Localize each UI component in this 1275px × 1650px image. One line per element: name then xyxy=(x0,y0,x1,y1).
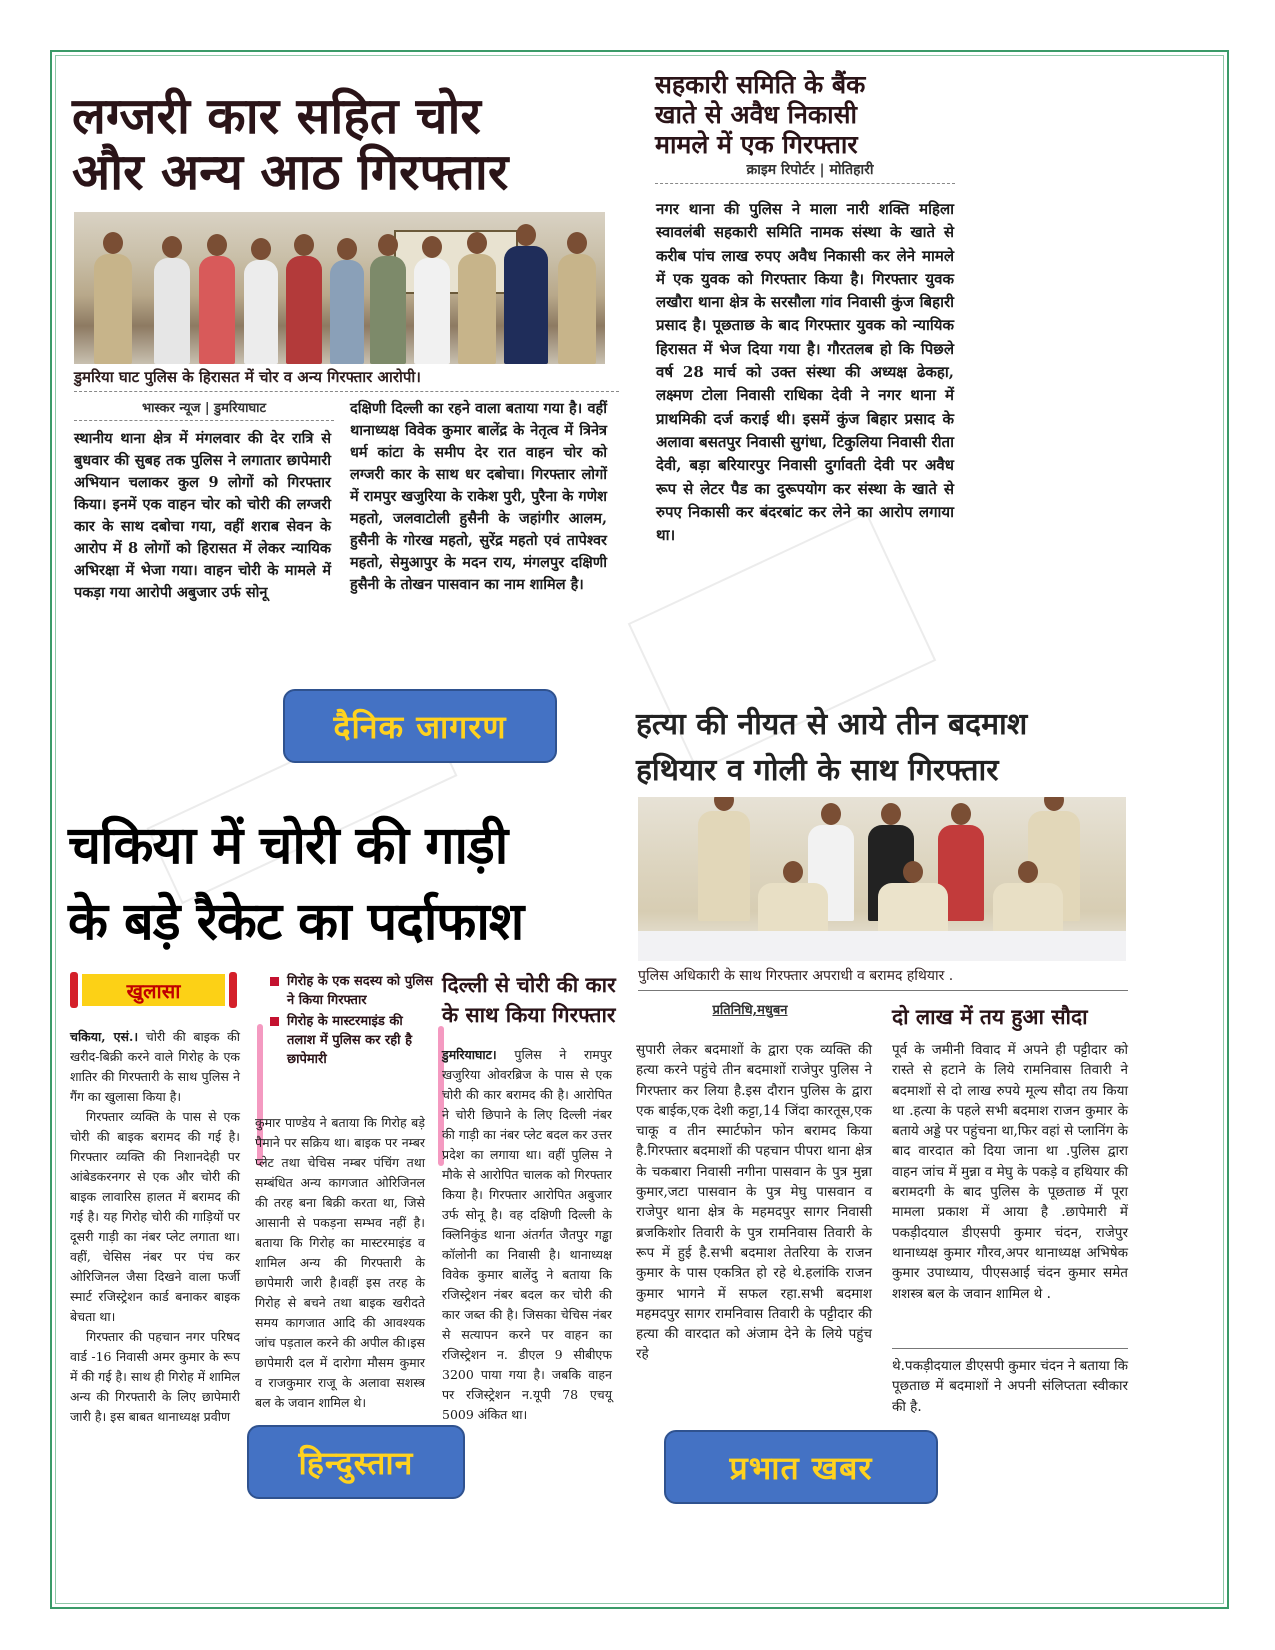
source-label-hindustan: हिन्दुस्तान xyxy=(247,1425,465,1499)
khulasa-tag xyxy=(70,972,237,1008)
source-label-dainik-jagran: दैनिक जागरण xyxy=(283,689,557,763)
headline-line: के बड़े रैकेट का पर्दाफाश xyxy=(68,892,524,952)
article-body-column: कुमार पाण्डेय ने बताया कि गिरोह बड़े पैमाने पर सक्रिय था। बाइक पर नम्बर प्लेट तथा चेचिस नम्बर पंचिंग तथा सम्बंधित अन्य कागजात ओरिजिनल की तरह बना बिक्री करता था, जिसे आसानी से पकड़ना सम्भव नहीं है। बताया कि गिरोह का मास्टरमाइंड व शामिल अन्य की गिरफ्तारी के छापेमारी जारी है।वहीं इस तरह के गिरोह से बचने तथा बाइक खरीदते समय कागजात आदि की आवश्यक जांच पड़ताल करने की अपील की।इस छापेमारी दल में दारोगा मौसम कुमार व राजकुमार राजू के अलावा सशस्त्र बल के जवान शामिल थे। xyxy=(255,1115,425,1410)
arrest-photo xyxy=(74,212,605,364)
article-body-column: थे.पकड़ीदयाल डीएसपी कुमार चंदन ने बताया कि पूछताछ में बदमाशों ने अपनी संलिप्तता स्वीकार की है. xyxy=(892,1358,1128,1415)
article-headline xyxy=(655,70,965,160)
article-headline xyxy=(636,702,1146,794)
photo-caption: डुमरिया घाट पुलिस के हिरासत में चोर व अन्य गिरफ्तार आरोपी। xyxy=(74,368,421,386)
headline-line: हत्या की नीयत से आये तीन बदमाश xyxy=(636,707,1028,742)
headline-line: खाते से अवैध निकासी xyxy=(655,100,857,129)
tag-label: खुलासा xyxy=(82,974,225,1006)
byline: क्राइम रिपोर्टर | मोतिहारी xyxy=(746,162,874,178)
article-headline xyxy=(72,88,632,200)
headline-line: सहकारी समिति के बैंक xyxy=(655,70,866,99)
tag-bar xyxy=(229,972,237,1008)
divider xyxy=(74,391,619,392)
police-photo xyxy=(638,797,1126,961)
dateline: डुमरियाघाट। xyxy=(442,1047,497,1062)
source-label-prabhat-khabar: प्रभात खबर xyxy=(664,1430,938,1504)
sub-headline: दिल्ली से चोरी की कार के साथ किया गिरफ्तार xyxy=(442,973,616,1027)
byline: भास्कर न्यूज | डुमरियाघाट xyxy=(141,401,267,416)
article-body-column: चकिया, एसं.। चोरी की बाइक की खरीद-बिक्री करने वाले गिरोह के एक शातिर की गिरफ्तारी के साथ पुलिस ने गैंग का खुलासा किया है। गिरफ्तार व्यक्ति के पास से एक चोरी की बाइक बरामद की गई है। गिरफ्तार व्यक्ति की निशानदेही पर आंबेडकरनगर से एक और चोरी की बाइक लावारिस हालत में बरामद की गई है। यह गिरोह चोरी की गाड़ियों पर दूसरी गाड़ी का नंबर प्लेट लगाता था। वहीं, चेसिस नंबर पर पंच कर ओरिजिनल जैसा दिखने वाला फर्जी स्मार्ट रजिस्ट्रेशन कार्ड बनाकर बाइक बेचता था। गिरफ्तार की पहचान नगर परिषद वार्ड -16 निवासी अमर कुमार के रूप में की गई है। साथ ही गिरोह में शामिल अन्य की गिरफ्तारी के लिए छापेमारी जारी है। इस बाबत थानाध्यक्ष प्रवीण xyxy=(70,1029,240,1424)
article-body-column: सुपारी लेकर बदमाशों के द्वारा एक व्यक्ति की हत्या करने पहुंचे तीन बदमाशों राजेपुर पुलिस ने गिरफ्तार कर लिया है.इस दौरान पुलिस के द्वारा एक बाईक,एक देशी कट्टा,14 जिंदा कारतूस,एक चाकू व तीन स्मार्टफोन फोन बरामद किया है.गिरफ्तार बदमाशों की पहचान पीपरा थाना क्षेत्र के चकबारा निवासी नगीना पासवान के पुत्र मुन्ना कुमार,जटा पासवान के पुत्र मेघु पासवान व राजेपुर थाना क्षेत्र के महमदपुर सागर निवासी ब्रजकिशोर तिवारी के पुत्र रामनिवास तिवारी के रूप में हुई है.सभी बदमाश तेतरिया के राजन कुमार के पास एकत्रित हो रहे थे.हलांकि राजन कुमार भागने में सफल रहा.सभी बदमाश महमदपुर सागर रामनिवास तिवारी के पट्टीदार की हत्या की वारदात को अंजाम देने के लिये पहुंच रहे xyxy=(636,1042,872,1363)
divider xyxy=(892,1348,1128,1349)
article-body-column: स्थानीय थाना क्षेत्र में मंगलवार की देर रात्रि से बुधवार की सुबह तक पुलिस ने लगातार छापेमारी अभियान चलाकर कुल 9 लोगों को गिरफ्तार किया। इनमें एक वाहन चोर को चोरी की लग्जरी कार के साथ दबोचा गया, वहीं शराब सेवन के आरोप में 8 लोगों को हिरासत में लेकर न्यायिक अभिरक्षा में भेजा गया। वाहन चोरी के मामले में पकड़ा गया आरोपी अबुजार उर्फ सोनू xyxy=(74,430,331,601)
dateline: चकिया, एसं.। xyxy=(70,1029,139,1044)
byline: प्रतिनिधि,मधुबन xyxy=(712,1003,788,1018)
highlight-item: गिरोह के मास्टरमाइंड की तलाश में पुलिस कर रही है छापेमारी xyxy=(270,1012,435,1069)
headline-line: हथियार व गोली के साथ गिरफ्तार xyxy=(636,753,999,788)
bullet-square-icon xyxy=(270,977,279,986)
divider xyxy=(638,990,1128,991)
divider xyxy=(655,183,955,184)
headline-line: और अन्य आठ गिरफ्तार xyxy=(72,143,509,201)
article-headline xyxy=(68,808,628,960)
highlights-list xyxy=(270,972,435,1071)
article-body-column: डुमरियाघाट। पुलिस ने रामपुर खजुरिया ओवरब्रिज के पास से एक चोरी की कार बरामद की है। आरोपित ने चोरी छिपाने के लिए दिल्ली नंबर की गाड़ी का नंबर प्लेट बदल कर उत्तर प्रदेश का लगाया था। वहीं पुलिस ने मौके से आरोपित चालक को गिरफ्तार किया है। गिरफ्तार आरोपित अबुजार उर्फ सोनू है। वह दक्षिणी दिल्ली के क्लिनिकुंड थाना अंतर्गत जैतपुर गड्ढा कॉलोनी का निवासी है। थानाध्यक्ष विवेक कुमार बालेंदु ने बताया कि रजिस्ट्रेशन नंबर बदल कर चोरी की कार जब्त की है। जिसका चेचिस नंबर से सत्यापन करने पर वाहन का रजिस्ट्रेशन न. डीएल 9 सीबीएफ 3200 पाया गया है। जबकि वाहन पर रजिस्ट्रेशन न.यूपी 78 एचयू 5009 अंकित था। xyxy=(442,1047,612,1422)
bullet-square-icon xyxy=(270,1017,279,1026)
sub-headline: दो लाख में तय हुआ सौदा xyxy=(892,1005,1088,1029)
headline-line: मामले में एक गिरफ्तार xyxy=(655,130,858,159)
article-body-column: पूर्व के जमीनी विवाद में अपने ही पट्टीदार को रास्ते से हटाने के लिये रामनिवास तिवारी ने बदमाशों से दो लाख रुपये मूल्य सौदा तय किया था .हत्या के पहले सभी बदमाश राजन कुमार के बताये अड्डे पर पहुंचना था,फिर वहां से प्लानिंग के बाद वारदात को दिया जाना था .पुलिस द्वारा वाहन जांच में मुन्ना व मेघु के पकड़े व हथियार की बरामदगी के बाद पुलिस के पूछताछ में पूरा मामला प्रकाश में आया है .छापेमारी में पकड़ीदयाल डीएसपी कुमार चंदन, राजेपुर थानाध्यक्ष कुमार गौरव,अपर थानाध्यक्ष अभिषेक कुमार उपाध्याय, पीएसआई चंदन कुमार समेत शशस्त्र बल के जवान शामिल थे . xyxy=(892,1042,1128,1302)
photo-caption: पुलिस अधिकारी के साथ गिरफ्तार अपराधी व बरामद हथियार . xyxy=(638,968,954,984)
headline-line: लग्जरी कार सहित चोर xyxy=(72,87,481,145)
divider xyxy=(74,420,334,421)
headline-line: चकिया में चोरी की गाड़ी xyxy=(68,816,508,876)
article-body-column: दक्षिणी दिल्ली का रहने वाला बताया गया है। वहीं थानाध्यक्ष विवेक कुमार बालेंद्र के नेतृत्व में त्रिनेत्र धर्म कांटा के समीप देर रात वाहन चोर को लग्जरी कार के साथ धर दबोचा। गिरफ्तार लोगों में रामपुर खजुरिया के राकेश पुरी, पुरैना के गणेश महतो, जलवाटोली हुसैनी के जहांगीर आलम, हुसैनी के गोरख महतो, सुरेंद्र महतो एवं तापेश्वर महतो, सेमुआपुर के मदन राय, मंगलपुर दक्षिणी हुसैनी के तोखन पासवान का नाम शामिल है। xyxy=(350,400,607,593)
highlight-item: गिरोह के एक सदस्य को पुलिस ने किया गिरफ्तार xyxy=(270,972,435,1010)
tag-bar xyxy=(70,972,78,1008)
article-body: नगर थाना की पुलिस ने माला नारी शक्ति महिला स्वावलंबी सहकारी समिति नामक संस्था के खाते से करीब पांच लाख रुपए अवैध निकासी कर लेने मामले में एक युवक को गिरफ्तार किया है। गिरफ्तार युवक लखौरा थाना क्षेत्र के सरसौला गांव निवासी कुंज बिहारी प्रसाद है। पूछताछ के बाद गिरफ्तार युवक को न्यायिक हिरासत में भेज दिया गया है। गौरतलब हो कि पिछले वर्ष 28 मार्च को उक्त संस्था की अध्यक्ष ढेकहा, लक्ष्मण टोला निवासी राधिका देवी ने नगर थाना में प्राथमिकी दर्ज कराई थी। इसमें कुंज बिहार प्रसाद के अलावा बसतपुर निवासी सुगंधा, टिकुलिया निवासी रीता देवी, बड़ा बरियारपुर निवासी दुर्गावती देवी पर अवैध रूप से लेटर पैड का दुरूपयोग कर संस्था के खाते से रुपए निकासी कर बंदरबांट कर लेने का आरोप लगाया था। xyxy=(656,200,954,545)
